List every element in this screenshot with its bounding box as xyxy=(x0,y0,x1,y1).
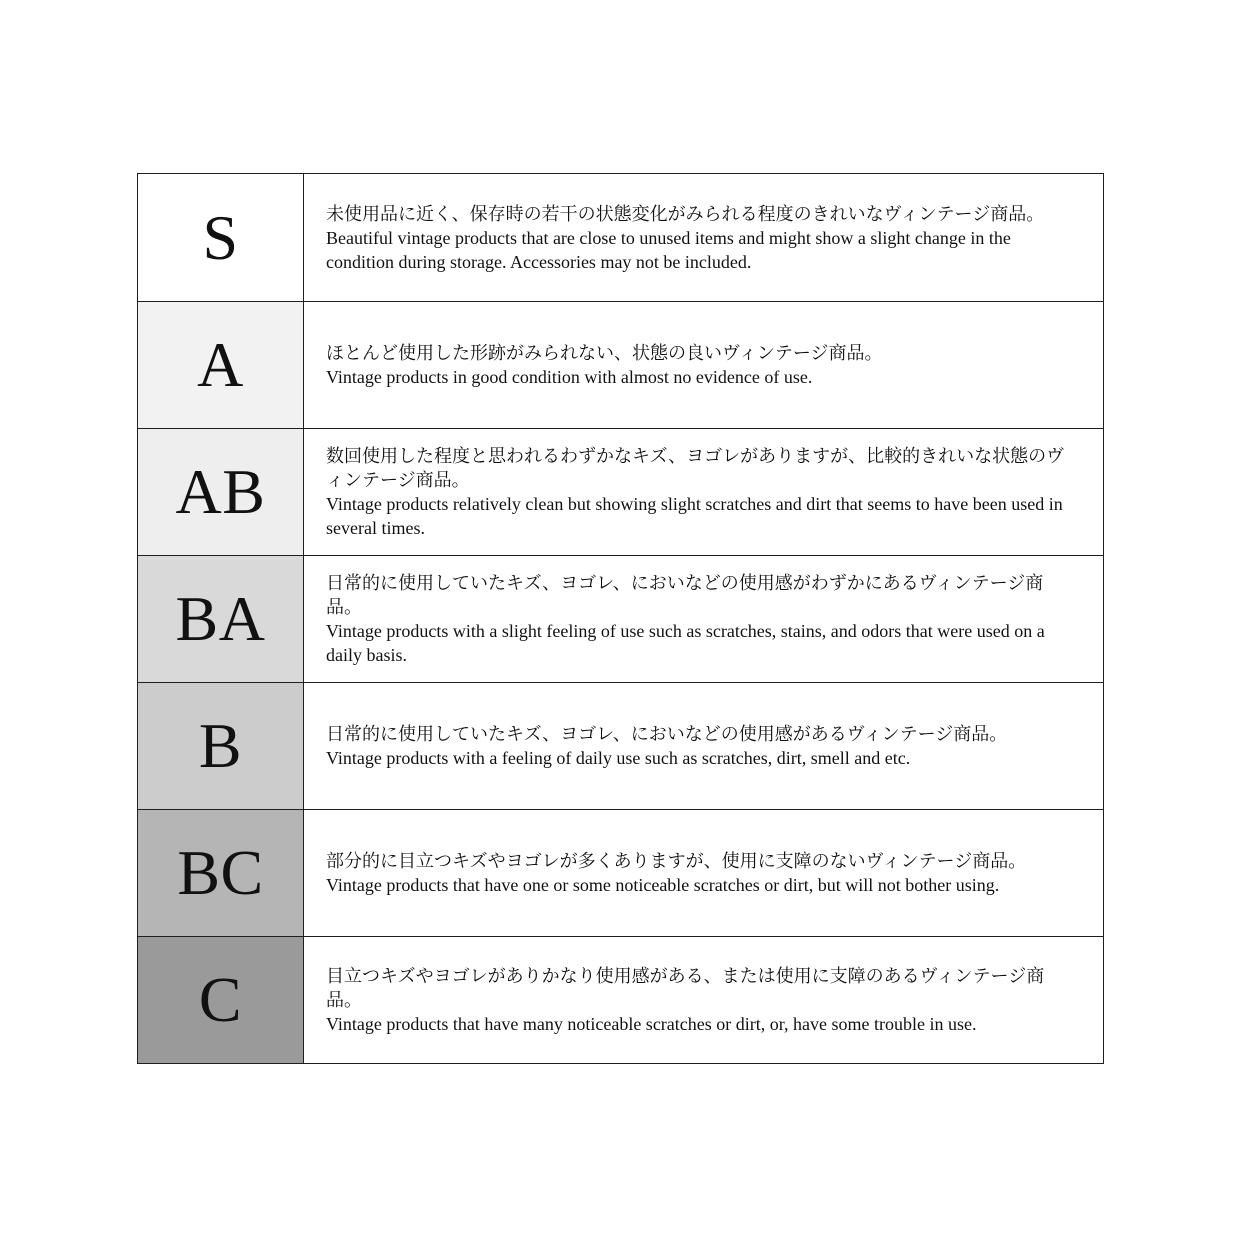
description-english: Vintage products with a feeling of daily use such as scratches, dirt, smell and etc. xyxy=(326,748,911,768)
grade-row-ba xyxy=(138,555,1103,682)
grade-row-s xyxy=(138,174,1103,301)
grade-row-b xyxy=(138,682,1103,809)
description-english: Vintage products with a slight feeling of use such as scratches, stains, and odors that were used on a daily basis. xyxy=(326,621,1045,665)
grade-label-c: C xyxy=(138,937,304,1063)
grade-label-bc: BC xyxy=(138,810,304,936)
grade-row-bc xyxy=(138,809,1103,936)
description-cell-c xyxy=(304,937,1103,1063)
description-cell-ba xyxy=(304,556,1103,682)
description-cell-bc xyxy=(304,810,1103,936)
grade-row-a xyxy=(138,301,1103,428)
description-english: Vintage products in good condition with almost no evidence of use. xyxy=(326,367,813,387)
grade-label-b: B xyxy=(138,683,304,809)
description-japanese: ほとんど使用した形跡がみられない、状態の良いヴィンテージ商品。 xyxy=(326,343,883,363)
description-english: Beautiful vintage products that are close to unused items and might show a slight change in the condition during storage. Accessories may not be included. xyxy=(326,227,1011,272)
description-english: Vintage products that have many noticeable scratches or dirt, or, have some trouble in use. xyxy=(326,1014,977,1034)
description-japanese: 部分的に目立つキズやヨゴレが多くありますが、使用に支障のないヴィンテージ商品。 xyxy=(326,851,1027,871)
description-japanese: 目立つキズやヨゴレがありかなり使用感がある、または使用に支障のあるヴィンテージ商品。 xyxy=(326,966,1045,1010)
grade-label-ab: AB xyxy=(138,429,304,555)
description-japanese: 未使用品に近く、保存時の若干の状態変化がみられる程度のきれいなヴィンテージ商品。 xyxy=(326,203,1045,224)
grade-row-ab xyxy=(138,428,1103,555)
grade-label-a: A xyxy=(138,302,304,428)
condition-grade-table xyxy=(137,173,1104,1064)
description-cell-b xyxy=(304,683,1103,809)
description-english: Vintage products relatively clean but showing slight scratches and dirt that seems to have been used in several times. xyxy=(326,494,1063,538)
description-english: Vintage products that have one or some noticeable scratches or dirt, but will not bother using. xyxy=(326,875,1000,895)
description-japanese: 数回使用した程度と思われるわずかなキズ、ヨゴレがありますが、比較的きれいな状態のヴィンテージ商品。 xyxy=(326,446,1065,490)
grade-label-ba: BA xyxy=(138,556,304,682)
description-japanese: 日常的に使用していたキズ、ヨゴレ、においなどの使用感がわずかにあるヴィンテージ商品。 xyxy=(326,573,1044,617)
grade-row-c xyxy=(138,936,1103,1063)
description-cell-ab xyxy=(304,429,1103,555)
description-cell-a xyxy=(304,302,1103,428)
description-cell-s xyxy=(304,174,1103,301)
grade-label-s: S xyxy=(138,174,304,301)
description-japanese: 日常的に使用していたキズ、ヨゴレ、においなどの使用感があるヴィンテージ商品。 xyxy=(326,724,1008,744)
